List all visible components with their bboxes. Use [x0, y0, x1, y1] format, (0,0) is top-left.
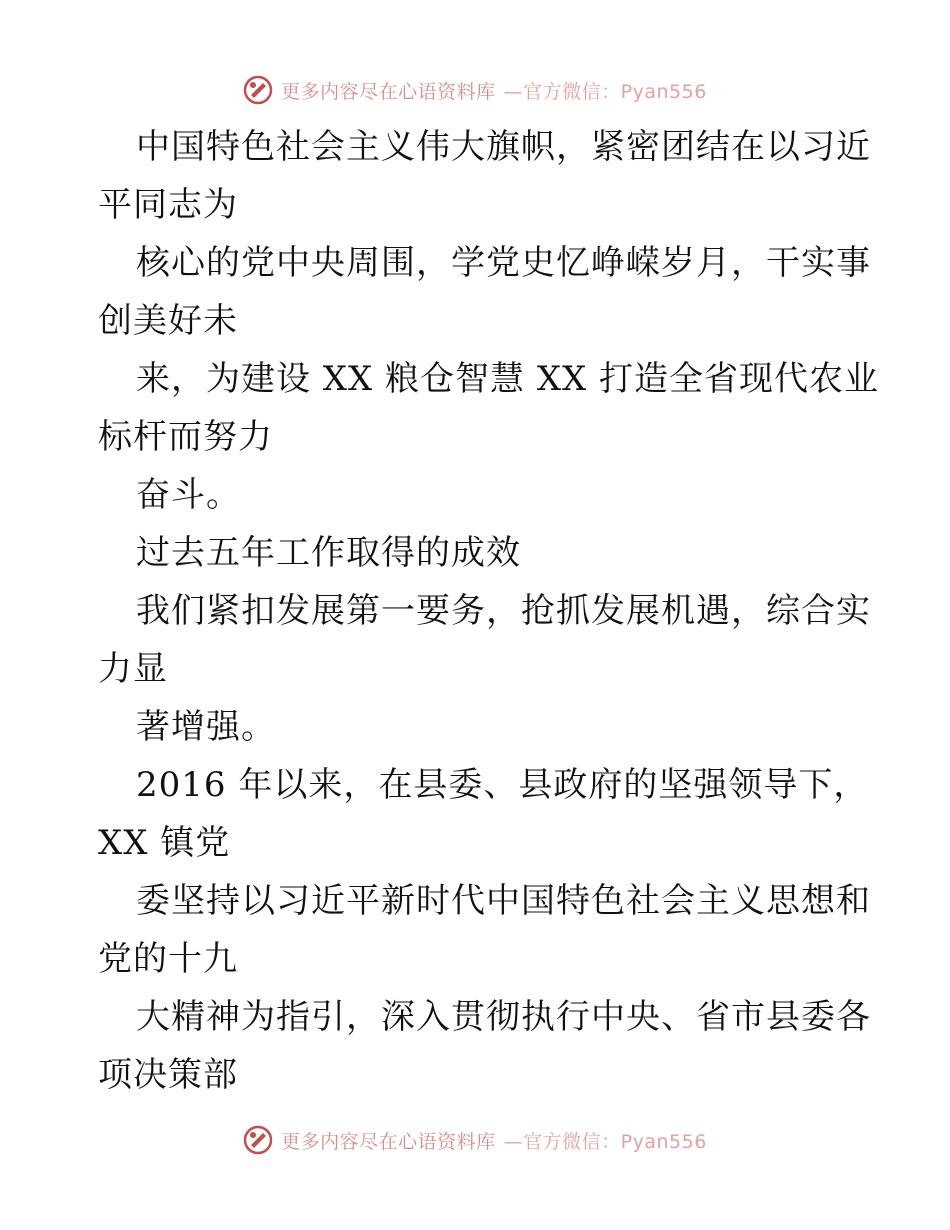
watermark-main-text: 更多内容尽在心语资料库: [281, 80, 496, 103]
text-line: 核心的党中央周围，学党史忆峥嵘岁月，干实事: [136, 243, 871, 283]
watermark-main-text: 更多内容尽在心语资料库: [281, 1130, 496, 1153]
text-line: 中国特色社会主义伟大旗帜，紧密团结在以习近: [136, 127, 871, 167]
text-line: 来，为建设 XX 粮仓智慧 XX 打造全省现代农业: [136, 359, 880, 399]
text-line: 标杆而努力: [98, 417, 273, 457]
seal-logo-icon: [243, 1125, 273, 1155]
watermark-sub-text: —官方微信：Pyan556: [503, 80, 707, 103]
text-line: 力显: [98, 649, 168, 689]
text-line: 著增强。: [136, 707, 276, 747]
text-line: 2016 年以来，在县委、县政府的坚强领导下，: [136, 765, 869, 805]
text-line: 大精神为指引，深入贯彻执行中央、省市县委各: [136, 997, 871, 1037]
text-line: 委坚持以习近平新时代中国特色社会主义思想和: [136, 881, 871, 921]
text-line: 党的十九: [98, 939, 238, 979]
text-line: 创美好未: [98, 301, 238, 341]
text-line: 平同志为: [98, 185, 238, 225]
text-line: XX 镇党: [98, 823, 231, 863]
section-heading: 过去五年工作取得的成效: [136, 533, 521, 573]
seal-logo-icon: [243, 75, 273, 105]
text-line: 我们紧扣发展第一要务，抢抓发展机遇，综合实: [136, 591, 871, 631]
footer-watermark: [0, 1120, 950, 1160]
text-line: 奋斗。: [136, 475, 241, 515]
document-body: [98, 118, 880, 1104]
watermark-sub-text: —官方微信：Pyan556: [503, 1130, 707, 1153]
text-line: 项决策部: [98, 1055, 238, 1095]
header-watermark: [0, 70, 950, 110]
